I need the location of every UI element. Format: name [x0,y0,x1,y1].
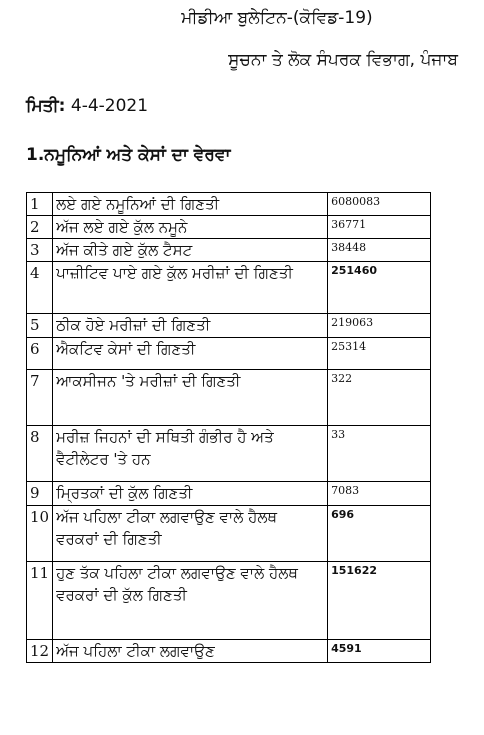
table-row [27,193,431,216]
row-number: 12 [27,640,53,663]
row-description: ਅੱਜ ਪਹਿਲਾ ਟੀਕਾ ਲਗਵਾਉਣ [53,640,328,663]
row-number: 3 [27,239,53,262]
row-description: ਠੀਕ ਹੋਏ ਮਰੀਜ਼ਾਂ ਦੀ ਗਿਣਤੀ [53,314,328,338]
row-number: 7 [27,370,53,426]
section-title: 1.ਨਮੂਨਿਆਂ ਅਤੇ ਕੇਸਾਂ ਦਾ ਵੇਰਵਾ [26,145,231,165]
row-value: 696 [328,506,431,562]
row-number: 1 [27,193,53,216]
row-value: 6080083 [328,193,431,216]
cases-table [26,192,431,663]
row-number: 4 [27,262,53,314]
table-row [27,262,431,314]
table-row [27,562,431,640]
row-number: 6 [27,338,53,370]
department-name: ਸੂਚਨਾ ਤੇ ਲੋਕ ਸੰਪਰਕ ਵਿਭਾਗ, ਪੰਜਾਬ [228,50,458,70]
table-row [27,314,431,338]
row-description: ਆਕਸੀਜਨ 'ਤੇ ਮਰੀਜ਼ਾਂ ਦੀ ਗਿਣਤੀ [53,370,328,426]
row-value: 322 [328,370,431,426]
date-label: ਮਿਤੀ: [26,96,66,116]
row-number: 11 [27,562,53,640]
row-description: ਪਾਜ਼ੀਟਿਵ ਪਾਏ ਗਏ ਕੁੱਲ ਮਰੀਜ਼ਾਂ ਦੀ ਗਿਣਤੀ [53,262,328,314]
date-value: 4-4-2021 [70,96,149,116]
table-row [27,640,431,663]
row-number: 9 [27,482,53,506]
row-description: ਲਏ ਗਏ ਨਮੂਨਿਆਂ ਦੀ ਗਿਣਤੀ [53,193,328,216]
date-line [26,96,148,116]
row-number: 2 [27,216,53,239]
row-number: 5 [27,314,53,338]
row-description: ਹੁਣ ਤੱਕ ਪਹਿਲਾ ਟੀਕਾ ਲਗਵਾਉਣ ਵਾਲੇ ਹੈਲਥ ਵਰਕਰਾਂ ਦੀ ਕੁੱਲ ਗਿਣਤੀ [53,562,328,640]
row-value: 7083 [328,482,431,506]
bulletin-title: ਮੀਡੀਆ ਬੁਲੇਟਿਨ-(ਕੋਵਿਡ-19) [181,8,373,28]
row-value: 33 [328,426,431,482]
row-number: 10 [27,506,53,562]
row-value: 36771 [328,216,431,239]
row-value: 38448 [328,239,431,262]
row-description: ਮ੍ਰਿਤਕਾਂ ਦੀ ਕੁੱਲ ਗਿਣਤੀ [53,482,328,506]
table-row [27,370,431,426]
row-value: 219063 [328,314,431,338]
cases-table-body [27,193,431,663]
table-row [27,216,431,239]
row-description: ਅੱਜ ਪਹਿਲਾ ਟੀਕਾ ਲਗਵਾਉਣ ਵਾਲੇ ਹੈਲਥ ਵਰਕਰਾਂ ਦੀ ਗਿਣਤੀ [53,506,328,562]
row-value: 251460 [328,262,431,314]
row-description: ਅੱਜ ਲਏ ਗਏ ਕੁੱਲ ਨਮੂਨੇ [53,216,328,239]
row-number: 8 [27,426,53,482]
table-row [27,482,431,506]
table-row [27,338,431,370]
table-row [27,239,431,262]
table-row [27,426,431,482]
table-row [27,506,431,562]
row-value: 25314 [328,338,431,370]
row-value: 4591 [328,640,431,663]
row-description: ਐਕਟਿਵ ਕੇਸਾਂ ਦੀ ਗਿਣਤੀ [53,338,328,370]
row-description: ਮਰੀਜ਼ ਜਿਹਨਾਂ ਦੀ ਸਥਿਤੀ ਗੰਭੀਰ ਹੈ ਅਤੇ ਵੈਟੀਲੇਟਰ 'ਤੇ ਹਨ [53,426,328,482]
row-value: 151622 [328,562,431,640]
row-description: ਅੱਜ ਕੀਤੇ ਗਏ ਕੁੱਲ ਟੈਸਟ [53,239,328,262]
